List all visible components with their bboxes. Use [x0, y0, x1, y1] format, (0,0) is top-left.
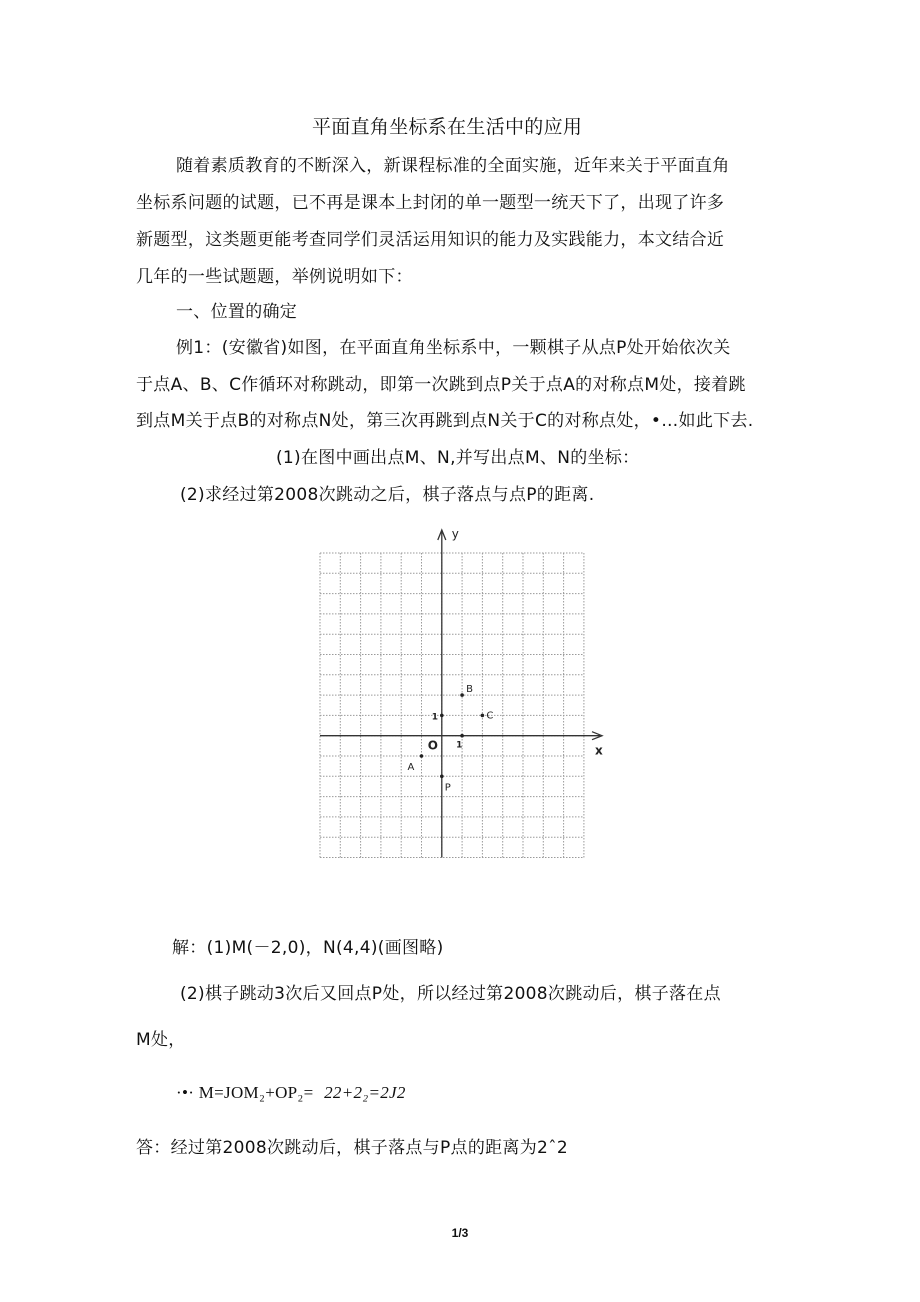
- y-tick-mark: [440, 714, 444, 718]
- point-c: [481, 714, 485, 718]
- solution-line-3: M处，: [136, 1030, 186, 1050]
- page-number: 1/3: [451, 1226, 469, 1240]
- formula-main: M=JOM₂+OP₂=: [198, 1083, 314, 1102]
- answer-line: 答：经过第2008次跳动后，棋子落点与P点的距离为2ˆ2: [136, 1138, 569, 1158]
- coordinate-grid: [312, 520, 612, 870]
- x-tick-mark: [460, 734, 464, 738]
- point-label-b: B: [466, 684, 473, 696]
- intro-line-2: 坐标系问题的试题，已不再是课本上封闭的单一题型一统天下了，出现了许多: [136, 193, 725, 213]
- intro-line-1: 随着素质教育的不断深入，新课程标准的全面实施，近年来关于平面直角: [176, 156, 730, 176]
- y-axis-label: y: [451, 527, 459, 541]
- x-axis-label: x: [595, 743, 603, 758]
- section-heading: 一、位置的确定: [176, 302, 298, 322]
- page-title: 平面直角坐标系在生活中的应用: [312, 116, 583, 138]
- point-label-p: P: [444, 782, 451, 794]
- question-1: (1)在图中画出点M、N,并写出点M、N的坐标：: [276, 448, 640, 468]
- therefore-symbol: ·•·: [176, 1083, 195, 1102]
- point-label-c: C: [486, 710, 494, 722]
- formula-line: [176, 1082, 406, 1104]
- example-line-2: 于点A、B、C作循环对称跳动，即第一次跳到点P关于点A的对称点M处，接着跳: [136, 375, 746, 395]
- example-line-3: 到点M关于点B的对称点N处，第三次再跳到点N关于C的对称点处，•…如此下去.: [136, 411, 754, 431]
- point-b: [460, 693, 464, 697]
- solution-line-2: (2)棋子跳动3次后又回点P处，所以经过第2008次跳动后，棋子落在点: [180, 984, 721, 1004]
- y-tick-label: 1: [431, 712, 439, 723]
- point-label-a: A: [407, 762, 415, 773]
- example-line-1: 例1：(安徽省)如图，在平面直角坐标系中，一颗棋子从点P处开始依次关: [176, 338, 731, 358]
- coordinate-figure: [312, 520, 612, 870]
- formula-rest: 22+2₂=2J2: [324, 1083, 406, 1102]
- question-2: (2)求经过第2008次跳动之后，棋子落点与点P的距离.: [180, 485, 595, 505]
- x-tick-label: 1: [456, 740, 463, 751]
- point-p: [440, 775, 444, 779]
- intro-line-3: 新题型，这类题更能考查同学们灵活运用知识的能力及实践能力，本文结合近: [136, 230, 725, 250]
- solution-line-1: 解：(1)M(－2,0)，N(4,4)(画图略): [172, 938, 444, 958]
- origin-label: O: [427, 738, 439, 753]
- intro-line-4: 几年的一些试题题，举例说明如下：: [136, 267, 413, 287]
- point-a: [420, 754, 424, 758]
